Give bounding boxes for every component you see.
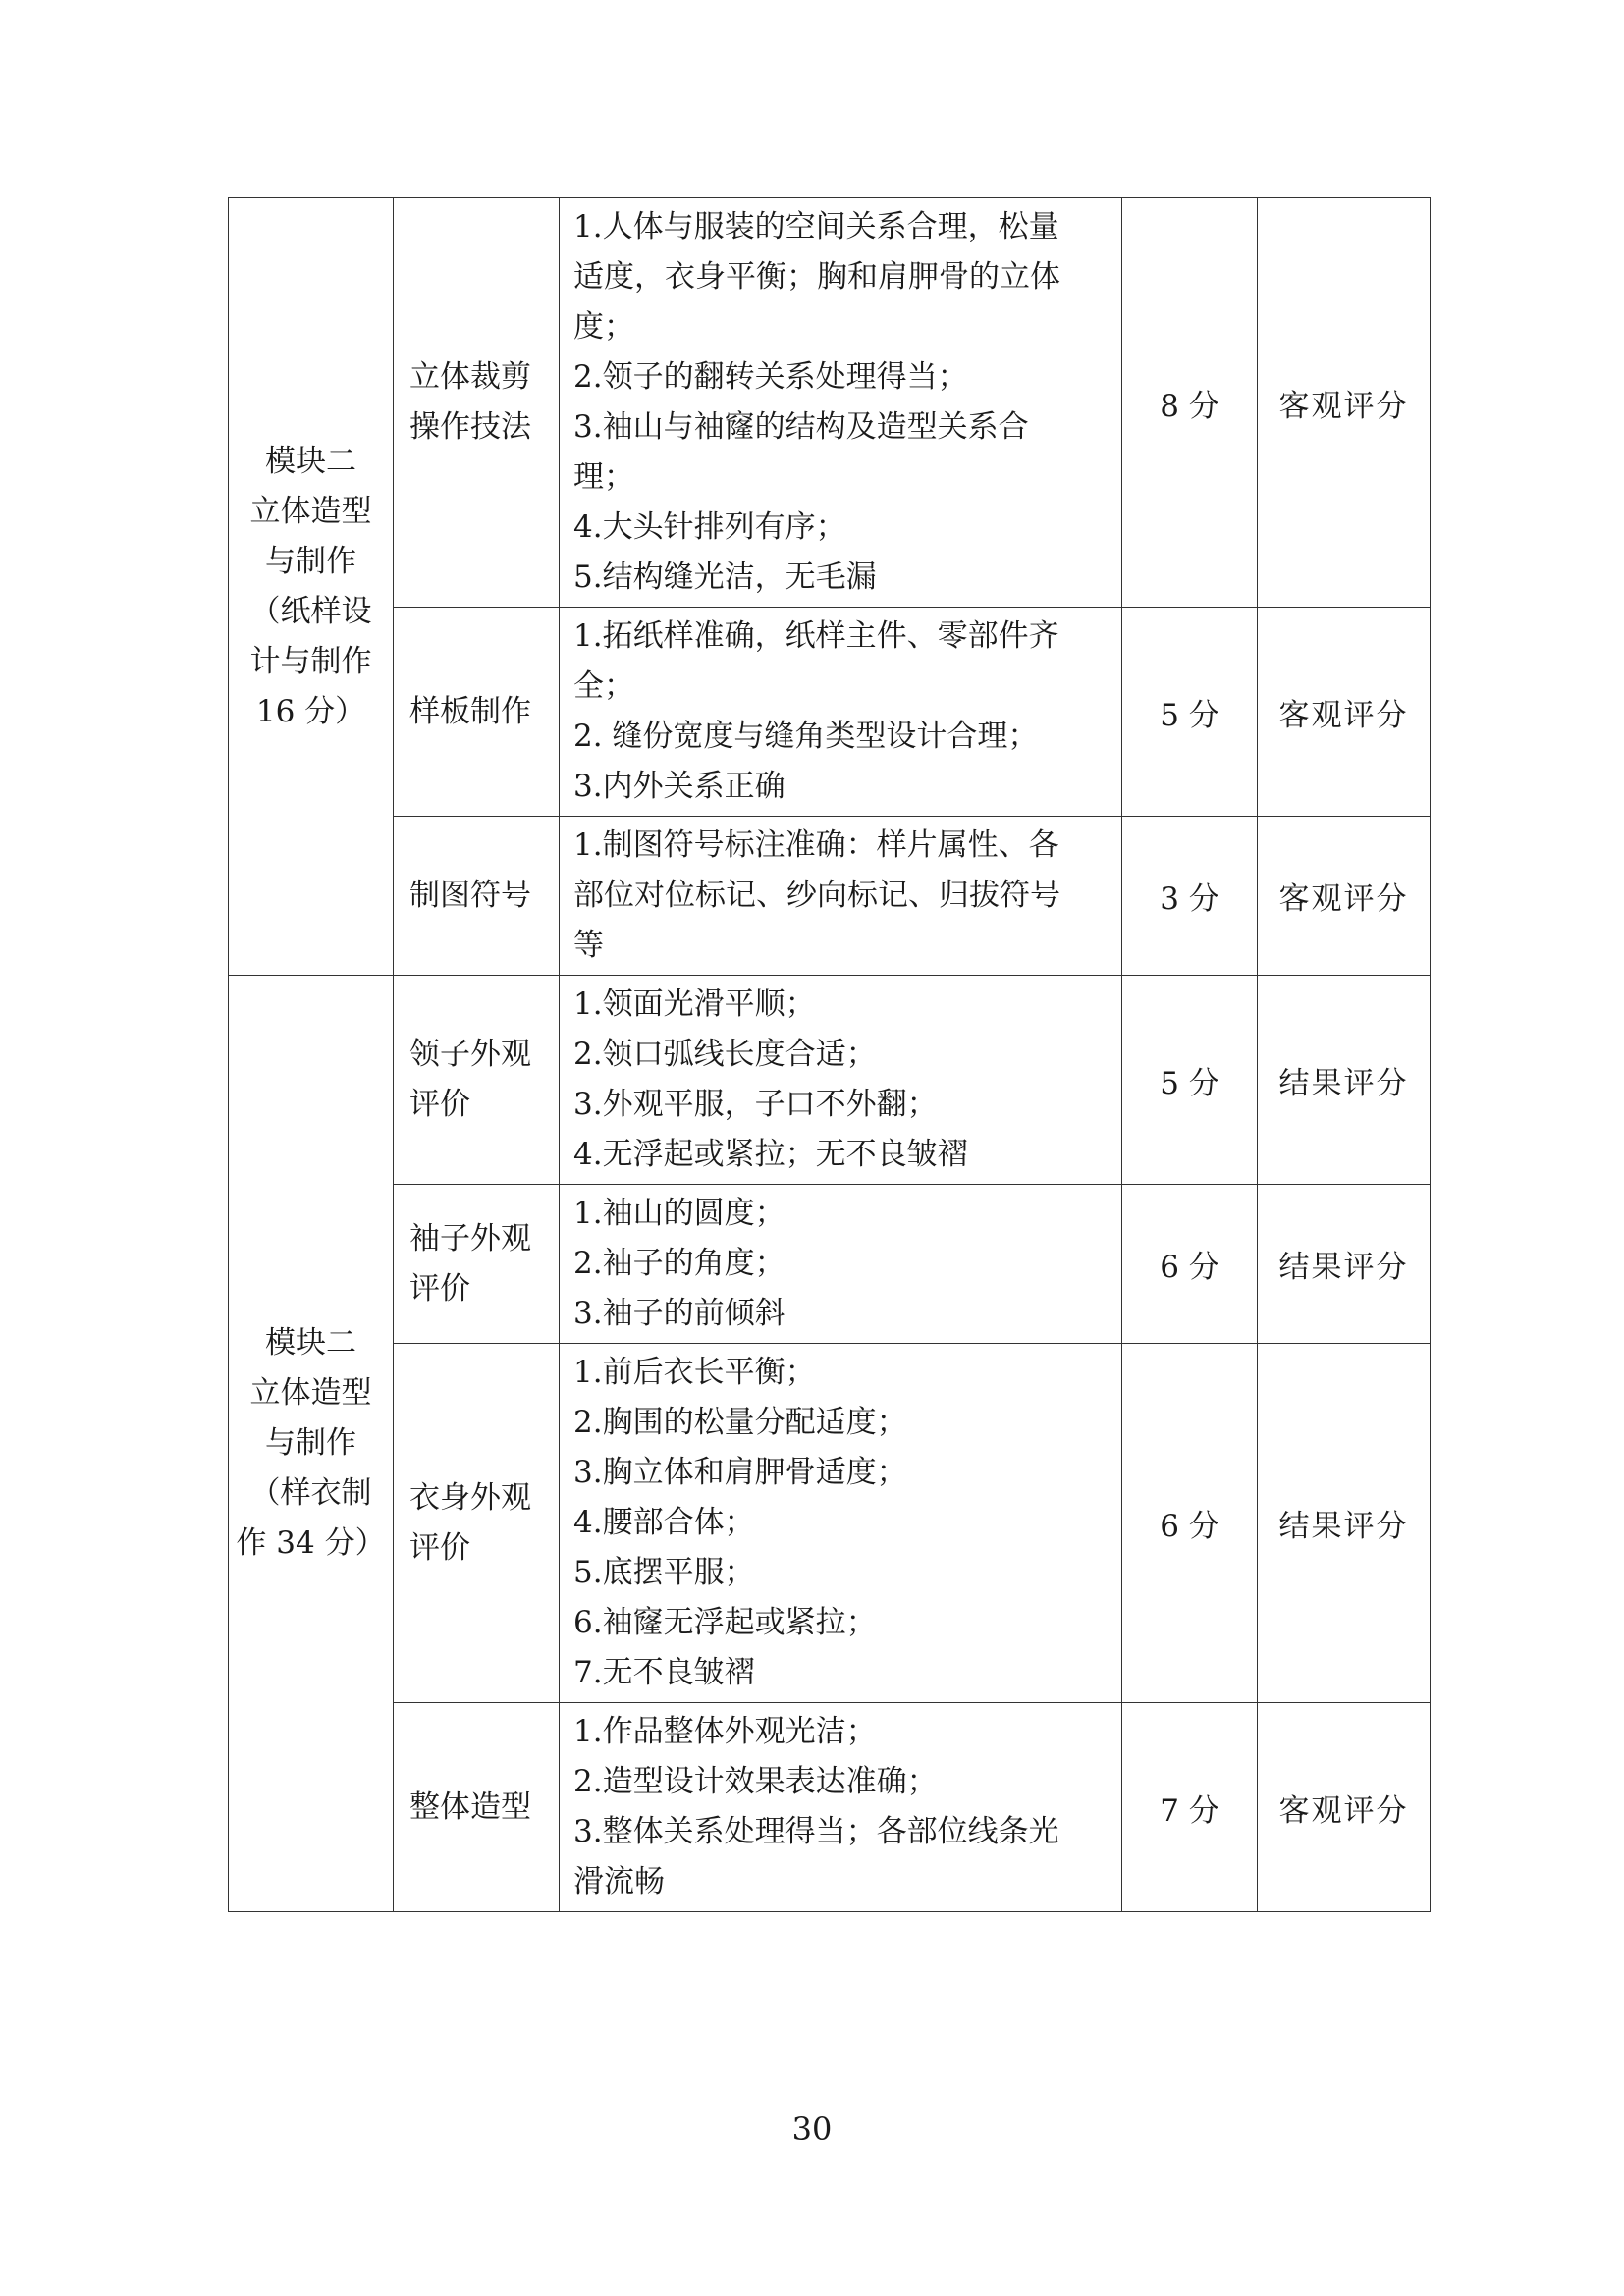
criteria-line: 1.拓纸样准确，纸样主件、零部件齐: [573, 618, 1059, 654]
criteria-cell: [560, 1185, 1122, 1344]
item-cell: [394, 198, 560, 608]
item-cell: [394, 817, 560, 976]
criteria-line: 度；: [573, 309, 634, 345]
criteria-line: 部位对位标记、纱向标记、归拔符号: [573, 878, 1060, 913]
page-number: 30: [791, 2110, 833, 2148]
criteria-line: 滑流畅: [573, 1864, 665, 1899]
score-cell: 6 分: [1122, 1344, 1258, 1703]
criteria-cell: [560, 198, 1122, 608]
criteria-line: 4.无浮起或紧拉；无不良皱褶: [573, 1137, 968, 1172]
criteria-line: 2.领子的翻转关系处理得当；: [573, 359, 968, 395]
method-cell: 结果评分: [1258, 1344, 1431, 1703]
criteria-line: 2.胸围的松量分配适度；: [573, 1405, 907, 1440]
table-row: [229, 608, 1431, 817]
score-cell: 8 分: [1122, 198, 1258, 608]
module-line: 与制作: [265, 1425, 356, 1461]
criteria-line: 1.领面光滑平顺；: [573, 987, 816, 1022]
table-row: [229, 976, 1431, 1185]
item-line: 袖子外观: [409, 1220, 531, 1256]
criteria-cell: [560, 1344, 1122, 1703]
item-line: 样板制作: [409, 693, 531, 729]
criteria-cell: [560, 608, 1122, 817]
module-line: （纸样设: [249, 593, 372, 629]
criteria-line: 5.结构缝光洁，无毛漏: [573, 560, 877, 595]
table-row: [229, 1185, 1431, 1344]
module-line: 作 34 分）: [236, 1525, 386, 1561]
item-line: 领子外观: [409, 1037, 531, 1072]
score-cell: 6 分: [1122, 1185, 1258, 1344]
method-cell: 客观评分: [1258, 198, 1431, 608]
criteria-cell: [560, 976, 1122, 1185]
item-line: 评价: [409, 1087, 470, 1122]
criteria-line: 6.袖窿无浮起或紧拉；: [573, 1605, 877, 1640]
module-line: 与制作: [265, 543, 356, 579]
method-cell: 结果评分: [1258, 976, 1431, 1185]
module-line: 立体造型: [249, 1375, 372, 1411]
criteria-line: 等: [573, 928, 604, 963]
criteria-line: 3.内外关系正确: [573, 769, 785, 804]
criteria-line: 4.大头针排列有序；: [573, 509, 846, 545]
criteria-line: 1.袖山的圆度；: [573, 1196, 785, 1231]
criteria-line: 3.胸立体和肩胛骨适度；: [573, 1455, 907, 1490]
method-cell: 客观评分: [1258, 608, 1431, 817]
score-cell: 5 分: [1122, 608, 1258, 817]
criteria-line: 7.无不良皱褶: [573, 1655, 755, 1690]
method-cell: 结果评分: [1258, 1185, 1431, 1344]
scoring-table: [228, 197, 1431, 1912]
criteria-line: 3.整体关系处理得当；各部位线条光: [573, 1814, 1059, 1849]
table-row: [229, 198, 1431, 608]
module-line: 16 分）: [255, 693, 366, 729]
table-row: [229, 1344, 1431, 1703]
criteria-line: 1.前后衣长平衡；: [573, 1355, 816, 1390]
item-cell: [394, 1703, 560, 1912]
item-line: 评价: [409, 1270, 470, 1307]
method-cell: 客观评分: [1258, 817, 1431, 976]
item-line: 整体造型: [409, 1789, 531, 1825]
module-line: 计与制作: [249, 643, 372, 679]
item-cell: [394, 1344, 560, 1703]
criteria-line: 2.造型设计效果表达准确；: [573, 1764, 938, 1799]
criteria-line: 3.袖子的前倾斜: [573, 1296, 785, 1331]
criteria-line: 2. 缝份宽度与缝角类型设计合理；: [573, 719, 1039, 754]
criteria-line: 1.作品整体外观光洁；: [573, 1714, 877, 1749]
score-cell: 5 分: [1122, 976, 1258, 1185]
item-line: 评价: [409, 1529, 470, 1566]
criteria-line: 4.腰部合体；: [573, 1505, 755, 1540]
method-cell: 客观评分: [1258, 1703, 1431, 1912]
criteria-cell: [560, 1703, 1122, 1912]
module-line: 立体造型: [249, 493, 372, 529]
table-row: [229, 1703, 1431, 1912]
criteria-line: 3.袖山与袖窿的结构及造型关系合: [573, 409, 1029, 445]
criteria-line: 2.袖子的角度；: [573, 1246, 785, 1281]
criteria-line: 适度，衣身平衡；胸和肩胛骨的立体: [573, 259, 1060, 294]
module-cell: [229, 976, 394, 1912]
module-line: 模块二: [265, 1325, 356, 1361]
criteria-line: 2.领口弧线长度合适；: [573, 1037, 877, 1072]
score-cell: 7 分: [1122, 1703, 1258, 1912]
item-cell: [394, 976, 560, 1185]
module-line: 模块二: [265, 443, 356, 479]
criteria-line: 1.制图符号标注准确：样片属性、各: [573, 828, 1059, 863]
criteria-line: 全；: [573, 668, 634, 704]
criteria-cell: [560, 817, 1122, 976]
criteria-line: 1.人体与服装的空间关系合理，松量: [573, 209, 1059, 244]
criteria-line: 理；: [573, 459, 634, 495]
module-cell: [229, 198, 394, 976]
module-line: （样衣制: [249, 1475, 372, 1511]
item-line: 衣身外观: [409, 1479, 531, 1516]
criteria-line: 3.外观平服，子口不外翻；: [573, 1087, 938, 1122]
table-row: [229, 817, 1431, 976]
item-line: 操作技法: [409, 409, 531, 445]
item-cell: [394, 608, 560, 817]
item-line: 立体裁剪: [409, 359, 531, 395]
criteria-line: 5.底摆平服；: [573, 1555, 755, 1590]
score-cell: 3 分: [1122, 817, 1258, 976]
item-line: 制图符号: [409, 878, 531, 913]
item-cell: [394, 1185, 560, 1344]
